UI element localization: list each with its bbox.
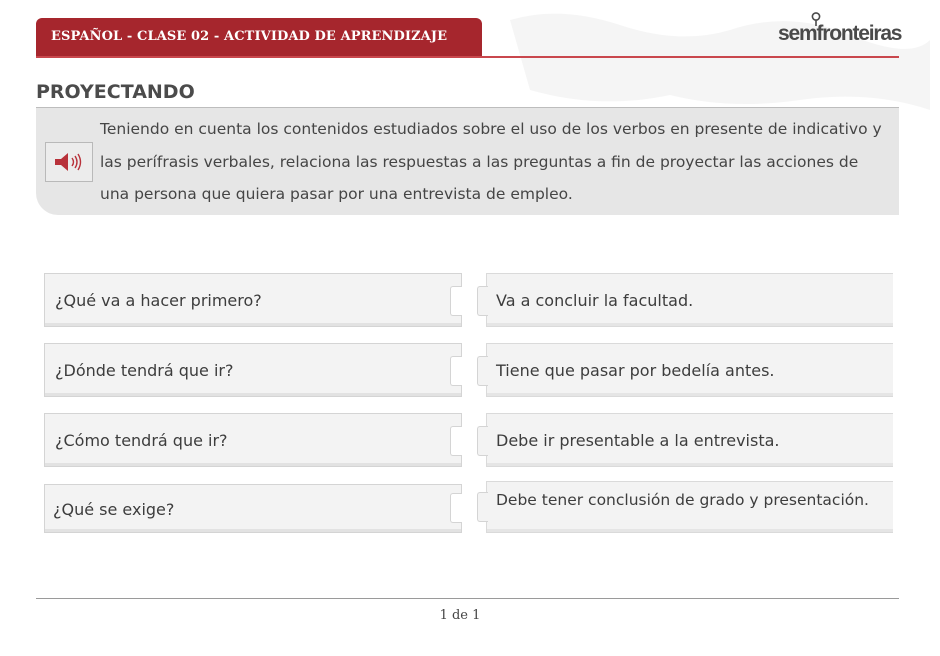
drag-tab[interactable] [477, 492, 488, 522]
drag-tab[interactable] [477, 286, 488, 316]
question-text: ¿Qué va a hacer primero? [55, 291, 262, 310]
question-text: ¿Qué se exige? [53, 500, 175, 519]
question-card[interactable] [44, 413, 462, 467]
footer-divider [36, 598, 899, 599]
drop-slot[interactable] [450, 286, 462, 316]
drag-tab[interactable] [477, 356, 488, 386]
header-divider [36, 56, 899, 58]
brand-logo [778, 12, 902, 46]
drag-tab[interactable] [477, 426, 488, 456]
question-card[interactable] [44, 343, 462, 397]
drop-slot[interactable] [450, 356, 462, 386]
answer-card[interactable] [486, 481, 893, 533]
question-card[interactable] [44, 484, 462, 533]
answer-text: Va a concluir la facultad. [496, 291, 694, 310]
answer-card[interactable] [486, 273, 893, 327]
answer-card[interactable] [486, 413, 893, 467]
answer-text: Debe ir presentable a la entrevista. [496, 431, 780, 450]
speaker-icon [52, 150, 86, 174]
instructions-text: Teniendo en cuenta los contenidos estudiados sobre el uso de los verbos en presente de indicativo y las perífrasis verbales, relaciona las respuestas a las preguntas a fin de proyectar las acciones de una persona que quiera pasar por una entrevista de empleo. [100, 120, 882, 203]
question-card[interactable] [44, 273, 462, 327]
question-text: ¿Dónde tendrá que ir? [55, 361, 234, 380]
brand-name: semfronteiras [778, 22, 902, 45]
audio-button[interactable] [45, 142, 93, 182]
drop-slot[interactable] [450, 493, 462, 523]
page-title: PROYECTANDO [36, 81, 195, 103]
answer-text: Debe tener conclusión de grado y presentación. [496, 491, 869, 509]
question-text: ¿Cómo tendrá que ir? [55, 431, 228, 450]
page-indicator: 1 de 1 [439, 608, 481, 623]
drop-slot[interactable] [450, 426, 462, 456]
answer-text: Tiene que pasar por bedelía antes. [496, 361, 775, 380]
answer-card[interactable] [486, 343, 893, 397]
activity-header: ESPAÑOL - CLASE 02 - ACTIVIDAD DE APRENDIZAJE [36, 18, 482, 57]
